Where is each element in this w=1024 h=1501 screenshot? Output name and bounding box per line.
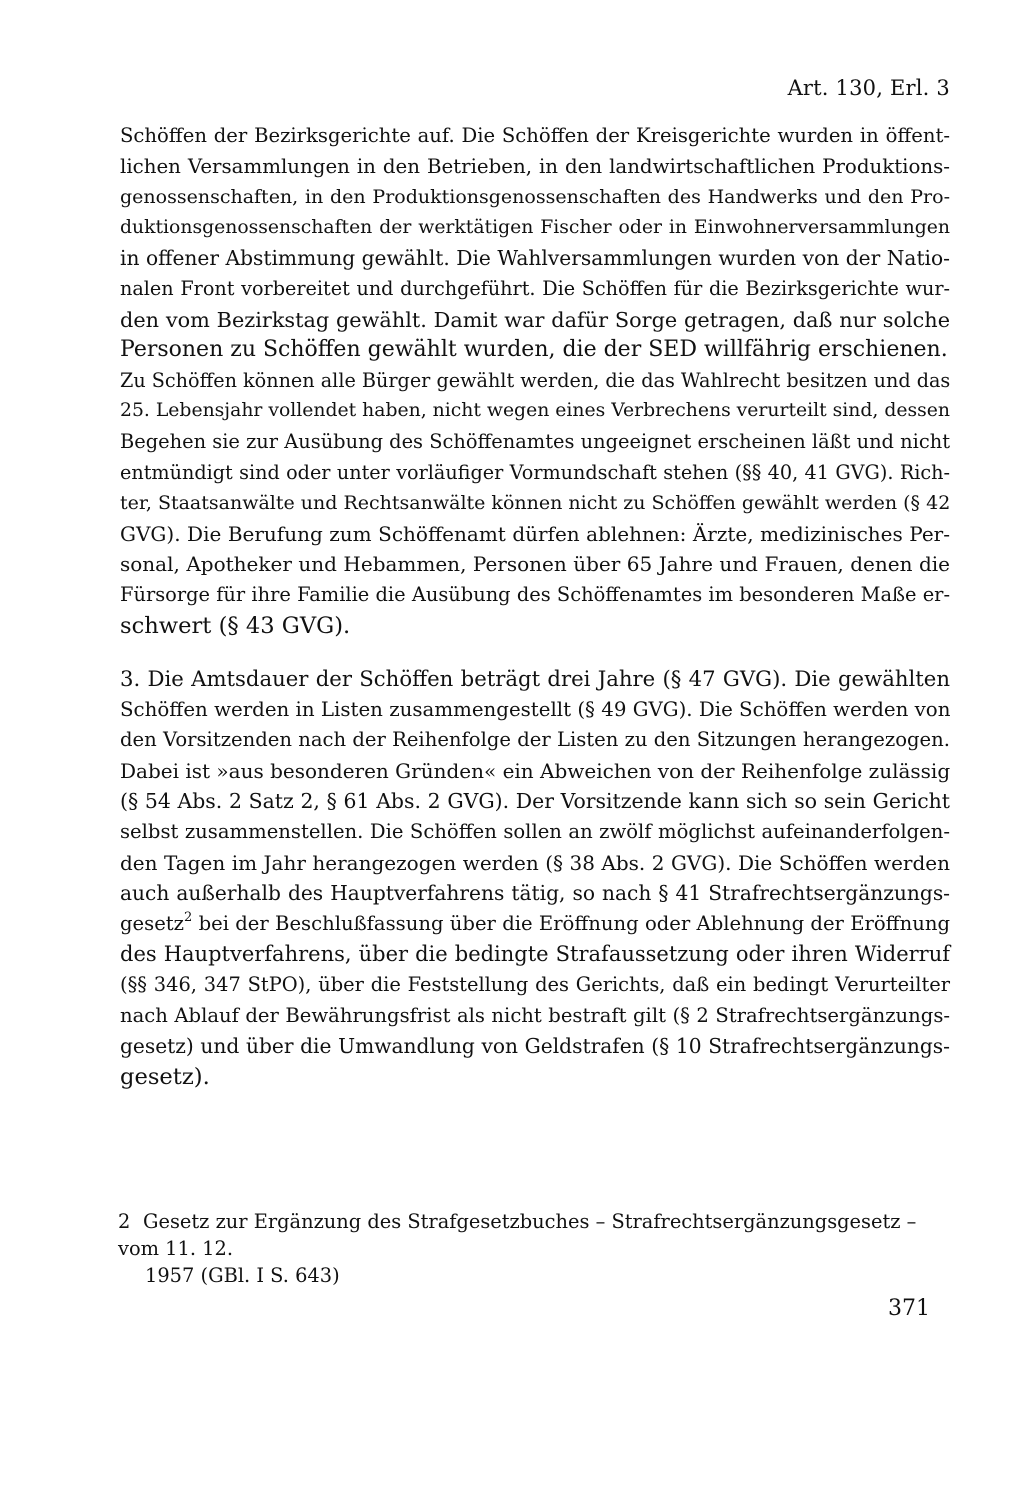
text-line: gesetz) und über die Umwandlung von Geldstrafen (§ 10 Strafrechtsergänzungs- [120,1034,950,1059]
footnote-text-line: Gesetz zur Ergänzung des Strafgesetzbuches – Strafrechtsergänzungsgesetz – vom 11. 12. [118,1210,917,1260]
text-line: in offener Abstimmung gewählt. Die Wahlversammlungen wurden von der Natio- [120,246,950,271]
footnote-number: 2 [118,1210,131,1233]
text-line: selbst zusammenstellen. Die Schöffen sollen an zwölf möglichst aufeinanderfolgen- [120,819,950,843]
text-fragment: bei der Beschlußfassung über die Eröffnung oder Ablehnung der Eröffnung [192,911,950,935]
body-text-block-2 [120,664,950,1092]
text-line: Schöffen der Bezirksgerichte auf. Die Schöffen der Kreisgerichte wurden in öffent- [120,124,950,147]
running-head: Art. 130, Erl. 3 [787,76,950,100]
text-line: des Hauptverfahrens, über die bedingte Strafaussetzung oder ihren Widerruf [120,942,950,967]
text-line: 25. Lebensjahr vollendet haben, nicht wegen eines Verbrechens verurteilt sind, dessen [120,400,950,422]
footnote-reference: 2 [184,909,193,925]
text-line-with-footnote-mark [120,909,950,940]
text-line: den Tagen im Jahr herangezogen werden (§ 38 Abs. 2 GVG). Die Schöffen werden [120,850,950,875]
text-line: genossenschaften, in den Produktionsgenossenschaften des Handwerks und den Pro- [120,186,950,209]
text-line: Fürsorge für ihre Familie die Ausübung des Schöffenamtes im besonderen Maße er- [120,582,950,606]
text-line: GVG). Die Berufung zum Schöffenamt dürfen ablehnen: Ärzte, medizinisches Per- [120,521,950,546]
text-line: schwert (§ 43 GVG). [120,612,351,639]
footnote-text-line: 1957 (GBl. I S. 643) [145,1264,340,1287]
text-line: Personen zu Schöffen gewählt wurden, die der SED willfährig erschienen. [120,337,948,363]
text-line: Begehen sie zur Ausübung des Schöffenamtes ungeeignet erscheinen läßt und nicht [120,429,950,453]
text-line: 3. Die Amtsdauer der Schöffen beträgt drei Jahre (§ 47 GVG). Die gewählten [120,666,950,691]
text-line: lichen Versammlungen in den Betrieben, in den landwirtschaftlichen Produktions- [120,154,950,178]
text-line: (§ 54 Abs. 2 Satz 2, § 61 Abs. 2 GVG). Der Vorsitzende kann sich so sein Gericht [120,789,950,814]
text-line: ter, Staatsanwälte und Rechtsanwälte können nicht zu Schöffen gewählt werden (§ 42 [120,492,951,515]
text-fragment: gesetz [120,911,184,935]
text-line: nalen Front vorbereitet und durchgeführt. Die Schöffen für die Bezirksgerichte wur- [120,276,950,300]
text-line: (§§ 346, 347 StPO), über die Feststellung des Gerichts, daß ein bedingt Verurteilter [120,972,950,996]
footnote [118,1208,958,1289]
text-line: auch außerhalb des Hauptverfahrens tätig, so nach § 41 Strafrechtsergänzungs- [120,881,950,906]
text-line: duktionsgenossenschaften der werktätigen Fischer oder in Einwohnerversammlungen [120,216,950,238]
text-line: den Vorsitzenden nach der Reihenfolge der Listen zu den Sitzungen herangezogen. [120,728,950,752]
text-line: Zu Schöffen können alle Bürger gewählt werden, die das Wahlrecht besitzen und das [120,368,951,392]
text-line: nach Ablauf der Bewährungsfrist als nicht bestraft gilt (§ 2 Strafrechtsergänzungs- [120,1003,950,1027]
body-text-block-1 [120,121,950,641]
text-line: sonal, Apotheker und Hebammen, Personen über 65 Jahre und Frauen, denen die [120,552,950,577]
text-line: Schöffen werden in Listen zusammengestellt (§ 49 GVG). Die Schöffen werden von [120,697,951,721]
page-number: 371 [888,1296,930,1321]
text-line: entmündigt sind oder unter vorläufiger Vormundschaft stehen (§§ 40, 41 GVG). Rich- [120,460,950,484]
text-line: gesetz). [120,1063,210,1090]
text-line: den vom Bezirkstag gewählt. Damit war dafür Sorge getragen, daß nur solche [120,307,950,332]
text-line: Dabei ist »aus besonderen Gründen« ein Abweichen von der Reihenfolge zulässig [120,758,951,783]
